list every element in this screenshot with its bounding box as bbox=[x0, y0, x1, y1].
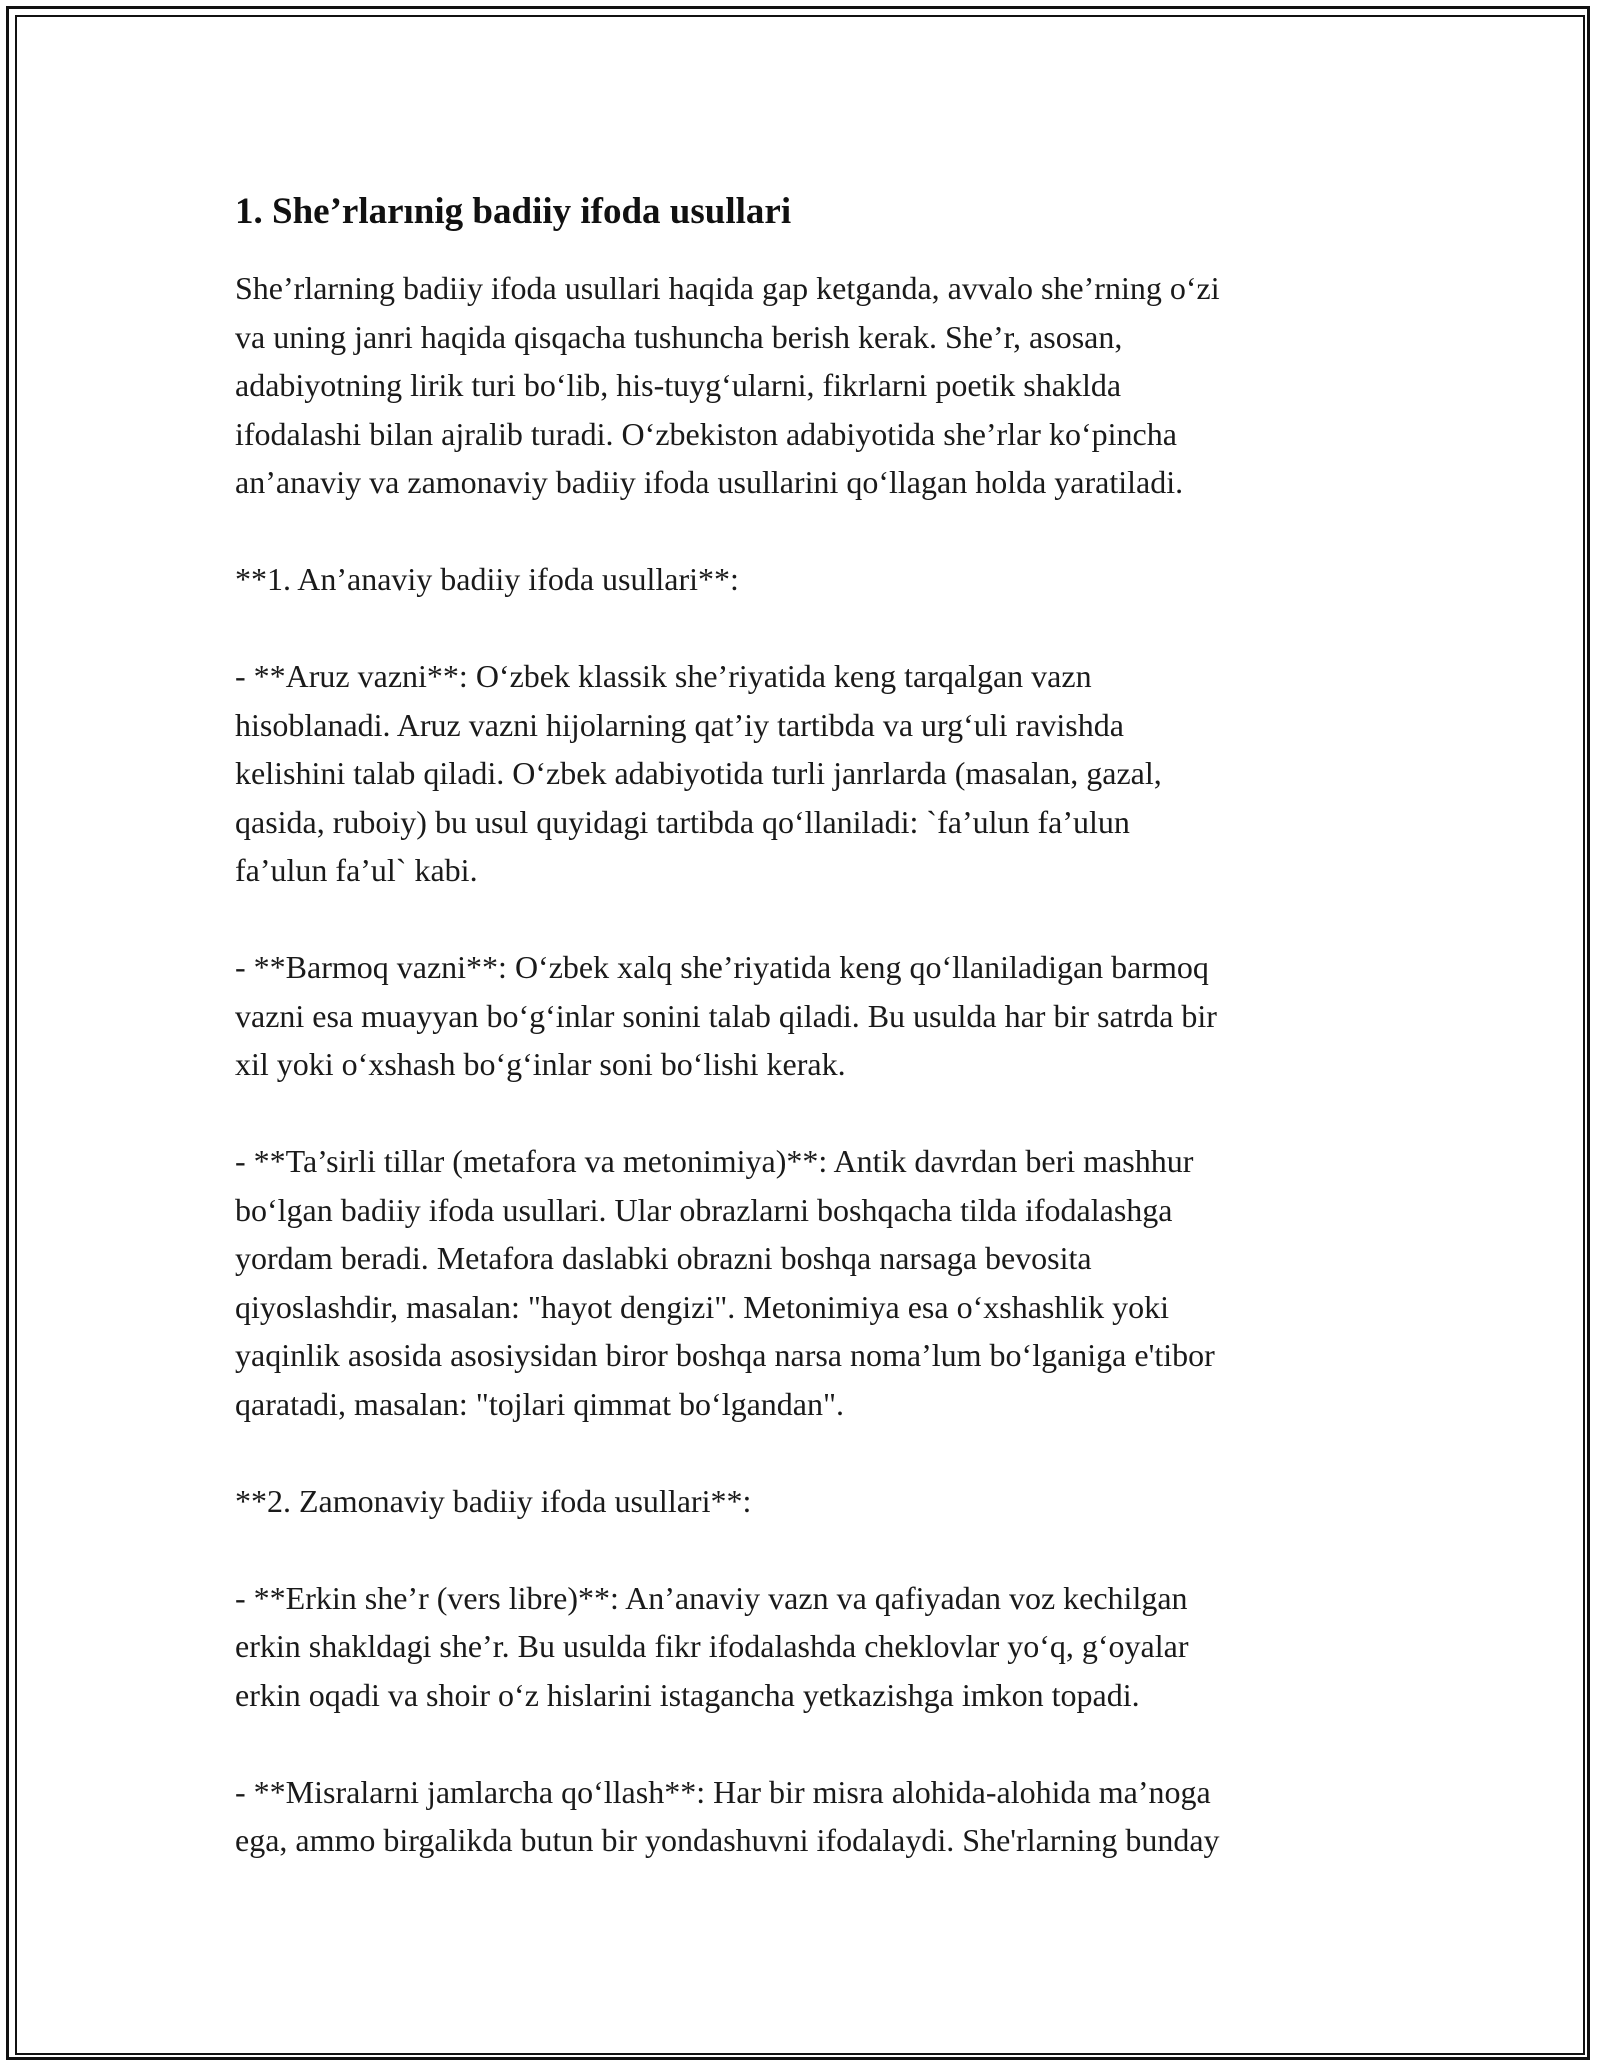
paragraph-modern-heading: **2. Zamonaviy badiiy ifoda usullari**: bbox=[235, 1482, 752, 1519]
paragraph-tasirli-tillar: - **Ta’sirli tillar (metafora va metonimiya)**: Antik davrdan beri mashhur bo‘lgan badiiy ifoda usullari. Ular obrazlarni boshqacha tilda ifodalashga yordam beradi. Metafora daslabki obrazni boshqa narsaga bevosita qiyoslashdir, masalan: "hayot dengizi". Metonimiya esa o‘xshashlik yoki yaqinlik asosida asosiysidan biror boshqa narsa noma’lum bo‘lganiga e'tibor qaratadi, masalan: "tojlari qimmat bo‘lgandan". bbox=[235, 1143, 1215, 1422]
paragraph-misralarni-jamlarcha: - **Misralarni jamlarcha qo‘llash**: Har bir misra alohida-alohida ma’noga ega, ammo birgalikda butun bir yondashuvni ifodalaydi. She'rlarning bunday bbox=[235, 1773, 1220, 1858]
section-title: 1. She’rlarınig badiiy ifoda usullari bbox=[235, 191, 792, 232]
paragraph-traditional-heading: **1. An’anaviy badiiy ifoda usullari**: bbox=[235, 561, 739, 597]
paragraph-aruz-vazni: - **Aruz vazni**: O‘zbek klassik she’riyatida keng tarqalgan vazn hisoblanadi. Aruz vazni hijolarning qat’iy tartibda va urg‘uli ravishda kelishini talab qiladi. O‘zbek adabiyotida turli janrlarda (masalan, gazal, qasida, ruboiy) bu usul quyidagi tartibda qo‘llaniladi: `fa’ulun fa’ulun fa’ulun fa’ul` kabi. bbox=[235, 658, 1162, 888]
document-body bbox=[235, 188, 1375, 1913]
paragraph-intro: She’rlarning badiiy ifoda usullari haqida gap ketganda, avvalo she’rning o‘zi va uning janri haqida qisqacha tushuncha berish kerak. She’r, asosan, adabiyotning lirik turi bo‘lib, his-tuyg‘ularni, fikrlarni poetik shaklda ifodalashi bilan ajralib turadi. O‘zbekiston adabiyotida she’rlar ko‘pincha an’anaviy va zamonaviy badiiy ifoda usullarini qo‘llagan holda yaratiladi. bbox=[235, 270, 1220, 500]
paragraph-erkin-sher: - **Erkin she’r (vers libre)**: An’anaviy vazn va qafiyadan voz kechilgan erkin shakldagi she’r. Bu usulda fikr ifodalashda cheklovlar yo‘q, g‘oyalar erkin oqadi va shoir o‘z hislarini istagancha yetkazishga imkon topadi. bbox=[235, 1579, 1189, 1713]
paragraph-barmoq-vazni: - **Barmoq vazni**: O‘zbek xalq she’riyatida keng qo‘llaniladigan barmoq vazni esa muayyan bo‘g‘inlar sonini talab qiladi. Bu usulda har bir satrda bir xil yoki o‘xshash bo‘g‘inlar soni bo‘lishi kerak. bbox=[235, 949, 1217, 1082]
